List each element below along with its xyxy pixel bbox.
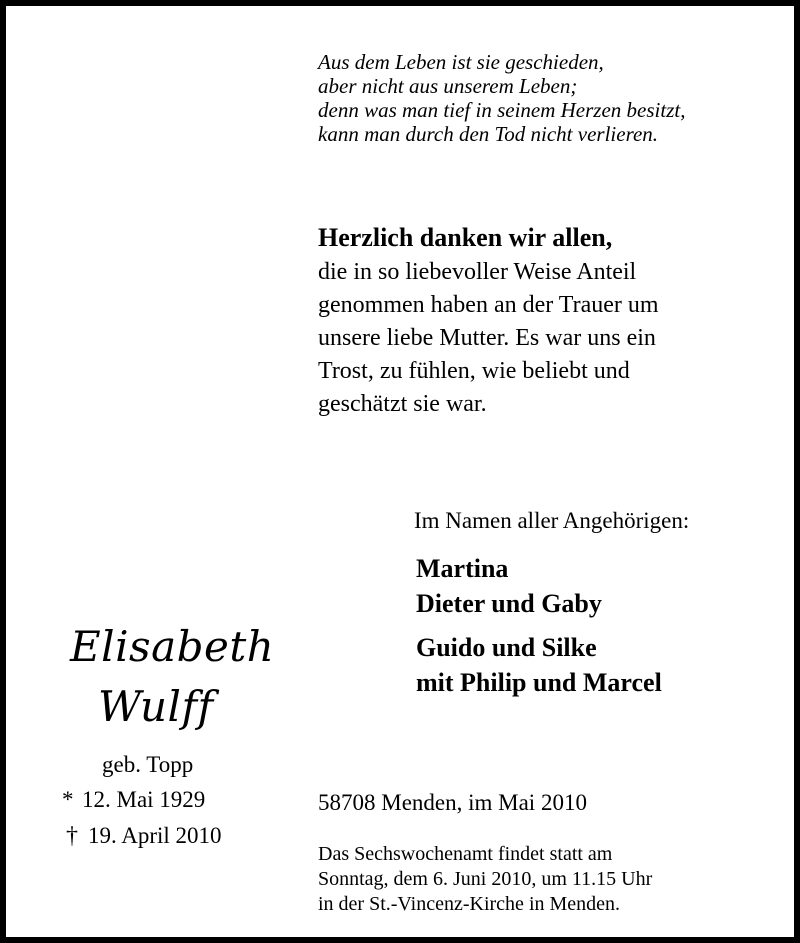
family-group-1 [416,551,602,621]
thanks-line: unsere liebe Mutter. Es war uns ein [318,325,656,351]
notice-line: in der St.-Vincenz-Kirche in Menden. [318,893,621,915]
mass-notice [318,842,652,917]
birth-date: 12. Mai 1929 [82,787,206,812]
thanks-line: die in so liebevoller Weise Anteil [318,259,637,285]
deceased-first-name: Elisabeth [70,622,275,671]
family-intro: Im Namen aller Angehörigen: [414,508,690,533]
thanks-line: Trost, zu fühlen, wie beliebt und [318,358,630,384]
poem-line: aber nicht aus unserem Leben; [318,74,578,98]
thanks-heading: Herzlich danken wir allen, [318,223,613,252]
notice-line: Das Sechswochenamt findet statt am [318,843,613,865]
notice-line: Sonntag, dem 6. Juni 2010, um 11.15 Uhr [318,868,653,890]
cross-icon: † [66,823,78,849]
birth-star-icon: * [62,787,74,812]
thanks-line: geschätzt sie war. [318,391,487,417]
poem-line: Aus dem Leben ist sie geschieden, [318,50,604,74]
family-member: Dieter und Gaby [416,589,602,618]
family-member: Guido und Silke [416,633,597,662]
poem-line: kann man durch den Tod nicht verlieren. [318,122,659,146]
birth-name: geb. Topp [102,752,194,777]
thanks-text [318,256,659,421]
poem-line: denn was man tief in seinem Herzen besitzt, [318,98,686,122]
thanks-line: genommen haben an der Trauer um [318,292,659,318]
family-group-2 [416,630,662,700]
death-date: 19. April 2010 [88,823,222,848]
place-date: 58708 Menden, im Mai 2010 [318,790,587,815]
deceased-last-name: Wulff [98,682,214,731]
poem [318,50,685,146]
death-line [66,821,222,851]
birth-line [62,785,205,815]
family-member: mit Philip und Marcel [416,668,662,697]
family-member: Martina [416,554,509,583]
